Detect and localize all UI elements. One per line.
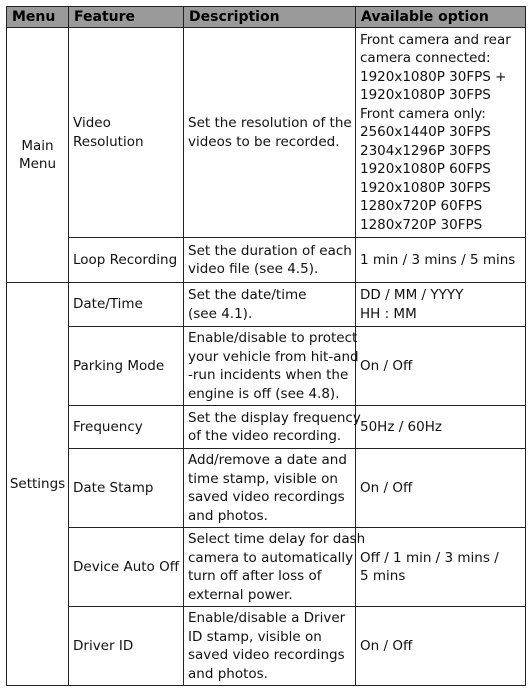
feature-cell bbox=[69, 449, 184, 528]
option-text: 1920x1080P 60FPS bbox=[360, 161, 491, 178]
option-text: 1920x1080P 30FPS bbox=[360, 179, 491, 196]
header-feature: Feature bbox=[69, 7, 184, 28]
option-text: 1920x1080P 30FPS + bbox=[360, 68, 507, 85]
feature-cell bbox=[69, 238, 184, 283]
feature-label: Date Stamp bbox=[73, 479, 154, 496]
feature-cell bbox=[69, 327, 184, 406]
description-text: Enable/disable to protect bbox=[188, 330, 358, 346]
table-row bbox=[7, 283, 526, 327]
description-cell bbox=[184, 28, 356, 238]
option-text: 1280x720P 30FPS bbox=[360, 216, 483, 233]
option-text: DD / MM / YYYY bbox=[360, 287, 464, 303]
menu-cell bbox=[7, 28, 69, 283]
feature-cell bbox=[69, 607, 184, 686]
option-text: 2304x1296P 30FPS bbox=[360, 142, 491, 159]
description-text: Set the date/time bbox=[188, 287, 307, 303]
description-text: videos to be recorded. bbox=[188, 133, 340, 150]
option-text: Front camera and rear bbox=[360, 31, 511, 48]
option-cell bbox=[356, 28, 526, 238]
option-cell bbox=[356, 449, 526, 528]
description-cell bbox=[184, 327, 359, 406]
description-text: saved video recordings bbox=[188, 647, 345, 663]
feature-label: Date/Time bbox=[73, 296, 143, 313]
table-row bbox=[7, 238, 526, 283]
option-cell bbox=[356, 406, 526, 449]
feature-label: Video bbox=[73, 115, 111, 131]
feature-label: Resolution bbox=[73, 133, 144, 150]
description-cell bbox=[184, 406, 361, 449]
description-text: turn off after loss of bbox=[188, 568, 322, 584]
option-text: 1920x1080P 30FPS bbox=[360, 87, 491, 104]
option-cell bbox=[356, 528, 526, 607]
description-text: Select time delay for dash bbox=[188, 531, 366, 547]
description-text: of the video recording. bbox=[188, 428, 342, 444]
header-menu: Menu bbox=[7, 7, 69, 28]
option-text: camera connected: bbox=[360, 50, 491, 67]
description-cell bbox=[184, 528, 366, 607]
feature-label: Frequency bbox=[73, 418, 143, 435]
menu-cell bbox=[7, 283, 69, 686]
feature-cell bbox=[69, 28, 184, 238]
option-text: Front camera only: bbox=[360, 105, 486, 122]
option-text: On / Off bbox=[360, 479, 413, 496]
option-text: 1280x720P 60FPS bbox=[360, 198, 483, 215]
option-cell bbox=[356, 327, 526, 406]
table-body bbox=[7, 28, 526, 686]
description-text: Enable/disable a Driver bbox=[188, 610, 346, 626]
header-available-option: Available option bbox=[356, 7, 526, 28]
option-text: 2560x1440P 30FPS bbox=[360, 124, 491, 141]
menu-label: Settings bbox=[9, 475, 66, 492]
description-text: your vehicle from hit-and bbox=[188, 348, 359, 365]
description-cell bbox=[184, 238, 356, 283]
header-row bbox=[7, 7, 526, 28]
description-cell bbox=[184, 607, 356, 686]
menu-label: Menu bbox=[18, 156, 57, 172]
option-text: On / Off bbox=[360, 637, 413, 654]
feature-label: Driver ID bbox=[73, 637, 134, 654]
option-text: 1 min / 3 mins / 5 mins bbox=[360, 251, 516, 268]
description-text: and photos. bbox=[188, 665, 268, 682]
table-row bbox=[7, 607, 526, 686]
description-text: Add/remove a date and bbox=[188, 452, 347, 468]
feature-label: Parking Mode bbox=[73, 357, 165, 374]
description-text: camera to automatically bbox=[188, 549, 354, 566]
feature-cell bbox=[69, 283, 184, 327]
description-text: -run incidents when the bbox=[188, 367, 349, 383]
table-row bbox=[7, 528, 526, 607]
feature-label: Loop Recording bbox=[73, 251, 178, 268]
option-cell bbox=[356, 283, 526, 327]
option-cell bbox=[356, 607, 526, 686]
settings-table bbox=[6, 6, 526, 686]
description-text: ID stamp, visible on bbox=[188, 628, 322, 645]
description-text: Set the resolution of the bbox=[188, 115, 352, 131]
description-text: Set the duration of each bbox=[188, 242, 352, 259]
description-text: time stamp, visible on bbox=[188, 470, 338, 487]
option-text: HH : MM bbox=[360, 305, 417, 322]
description-text: saved video recordings bbox=[188, 489, 345, 505]
feature-label: Device Auto Off bbox=[73, 558, 180, 575]
table-header bbox=[7, 7, 526, 28]
option-text: 5 mins bbox=[360, 568, 406, 584]
description-cell bbox=[184, 449, 356, 528]
description-text: engine is off (see 4.8). bbox=[188, 385, 340, 402]
option-text: On / Off bbox=[360, 357, 413, 374]
description-text: external power. bbox=[188, 586, 293, 603]
description-text: and photos. bbox=[188, 507, 268, 524]
description-text: video file (see 4.5). bbox=[188, 261, 319, 277]
table-row bbox=[7, 327, 526, 406]
option-text: Off / 1 min / 3 mins / bbox=[360, 549, 499, 566]
menu-label: Main bbox=[21, 137, 54, 154]
description-text: (see 4.1). bbox=[188, 305, 253, 322]
table-row bbox=[7, 449, 526, 528]
header-description: Description bbox=[184, 7, 356, 28]
description-text: Set the display frequency bbox=[188, 409, 361, 426]
feature-cell bbox=[69, 406, 184, 449]
feature-cell bbox=[69, 528, 184, 607]
option-text: 50Hz / 60Hz bbox=[360, 418, 442, 435]
table-row bbox=[7, 28, 526, 238]
table-row bbox=[7, 406, 526, 449]
description-cell bbox=[184, 283, 356, 327]
option-cell bbox=[356, 238, 526, 283]
